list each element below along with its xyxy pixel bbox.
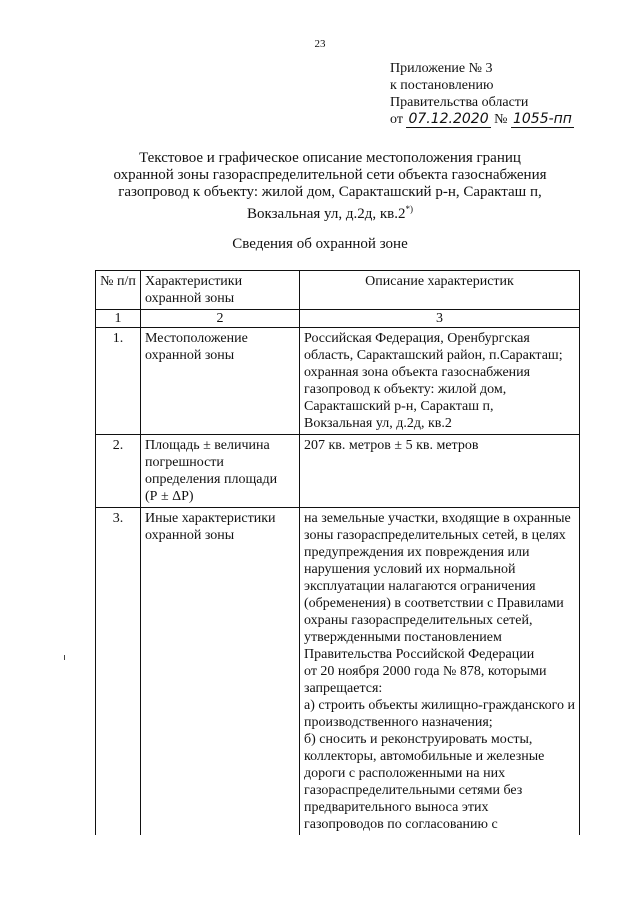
row-description	[300, 508, 580, 836]
table-row	[96, 328, 580, 435]
row-characteristic-line: определения площади	[145, 472, 278, 487]
row-description-line: газопровод к объекту: жилой дом,	[304, 382, 507, 397]
handwritten-date: 07.12.2020	[408, 111, 489, 127]
row-number: 2.	[96, 435, 141, 508]
appendix-line-2: к постановлению	[390, 78, 494, 93]
row-description-line: предварительного выноса этих	[304, 800, 489, 815]
from-label: от	[390, 112, 403, 127]
title-line-4	[80, 201, 580, 223]
appendix-line-3: Правительства области	[390, 95, 529, 110]
row-description-line: Российская Федерация, Оренбургская	[304, 331, 530, 346]
row-description-line: Правительства Российской Федерации	[304, 647, 535, 662]
row-characteristic-line: Местоположение	[145, 331, 248, 346]
section-subtitle: Сведения об охранной зоне	[232, 236, 408, 252]
appendix-block	[390, 60, 574, 128]
row-description-line: запрещается:	[304, 681, 383, 696]
table-row	[96, 508, 580, 836]
row-description-line: производственного назначения;	[304, 715, 493, 730]
title-line-4-text: Вокзальная ул, д.2д, кв.2	[247, 206, 406, 222]
row-characteristic-line: (Р ± ΔР)	[145, 489, 194, 504]
row-description-line: охраны газораспределительных сетей,	[304, 613, 533, 628]
row-characteristic	[141, 508, 300, 836]
row-characteristic-line: Иные характеристики	[145, 511, 276, 526]
row-description-line: эксплуатации налагаются ограничения	[304, 579, 536, 594]
row-description-line: на земельные участки, входящие в охранные	[304, 511, 571, 526]
row-description	[300, 435, 580, 508]
row-description	[300, 328, 580, 435]
header-description: Описание характеристик	[300, 271, 580, 310]
column-number-1: 1	[96, 310, 141, 328]
row-description-line: охранная зона объекта газоснабжения	[304, 365, 531, 380]
header-number: № п/п	[96, 271, 141, 310]
column-number-3: 3	[300, 310, 580, 328]
title-line-3: газопровод к объекту: жилой дом, Саракташский р-н, Саракташ п,	[118, 184, 542, 200]
document-title	[80, 150, 580, 223]
footnote-mark: *)	[405, 204, 413, 214]
title-line-1: Текстовое и графическое описание местоположения границ	[139, 150, 521, 166]
row-description-line: б) сносить и реконструировать мосты,	[304, 732, 533, 747]
row-number: 1.	[96, 328, 141, 435]
row-description-line: зоны газораспределительных сетей, в целях	[304, 528, 566, 543]
row-number: 3.	[96, 508, 141, 836]
row-description-line: (обременения) в соответствии с Правилами	[304, 596, 564, 611]
header-characteristics-line-1: Характеристики	[145, 274, 243, 289]
table-header-row	[96, 271, 580, 310]
row-characteristic-line: охранной зоны	[145, 348, 235, 363]
table-row	[96, 435, 580, 508]
row-description-line: газораспределительными сетями без	[304, 783, 523, 798]
row-characteristic	[141, 328, 300, 435]
title-line-2: охранной зоны газораспределительной сети объекта газоснабжения	[113, 167, 547, 183]
row-description-line: от 20 ноября 2000 года № 878, которыми	[304, 664, 547, 679]
margin-mark	[64, 655, 65, 660]
row-description-line: коллекторы, автомобильные и железные	[304, 749, 545, 764]
row-description-line: 207 кв. метров ± 5 кв. метров	[304, 438, 479, 453]
protection-zone-table	[95, 270, 580, 835]
row-characteristic-line: погрешности	[145, 455, 224, 470]
row-description-line: Саракташский р-н, Саракташ п,	[304, 399, 494, 414]
appendix-date-line	[390, 111, 574, 128]
row-description-line: утвержденными постановлением	[304, 630, 502, 645]
column-number-row	[96, 310, 580, 328]
header-characteristics-line-2: охранной зоны	[145, 291, 235, 306]
row-characteristic-line: охранной зоны	[145, 528, 235, 543]
page-number: 23	[314, 38, 326, 50]
row-characteristic-line: Площадь ± величина	[145, 438, 270, 453]
appendix-title: Приложение № 3	[390, 61, 493, 76]
number-label: №	[494, 112, 508, 127]
header-characteristics	[141, 271, 300, 310]
row-description-line: предупреждения их повреждения или	[304, 545, 530, 560]
column-number-2: 2	[141, 310, 300, 328]
row-description-line: нарушения условий их нормальной	[304, 562, 516, 577]
row-description-line: дороги с расположенными на них	[304, 766, 506, 781]
handwritten-number: 1055-пп	[512, 111, 572, 127]
row-description-line: а) строить объекты жилищно-гражданского и	[304, 698, 575, 713]
row-characteristic	[141, 435, 300, 508]
row-description-line: область, Саракташский район, п.Саракташ;	[304, 348, 563, 363]
row-description-line: Вокзальная ул, д.2д, кв.2	[304, 416, 452, 431]
row-description-line: газопроводов по согласованию с	[304, 817, 498, 832]
